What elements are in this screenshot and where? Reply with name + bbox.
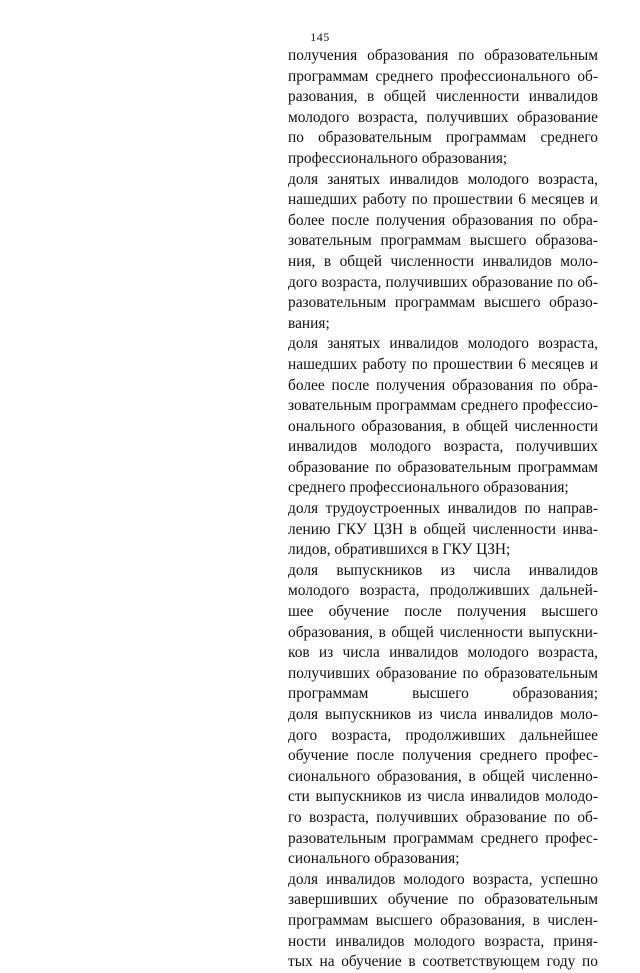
text-line: более после получения образования по обра-	[288, 211, 598, 229]
text-line: онального образования, в общей численности	[288, 417, 598, 435]
text-line: зовательным программам высшего образова-	[288, 232, 598, 250]
text-line: лению ГКУ ЦЗН в общей численности инва-	[288, 520, 598, 538]
text-line: сионального образования;	[288, 850, 460, 868]
text-line: получения образования по образовательным	[288, 47, 598, 64]
text-line: разования, в общей численности инвалидов	[288, 88, 598, 106]
text-line: доля выпускников из числа инвалидов моло-	[288, 706, 598, 723]
text-line: го возраста, получивших образование по об-	[288, 808, 598, 826]
text-line: более после получения образования по обра-	[288, 376, 598, 394]
text-line: разовательным программам высшего образо-	[288, 294, 598, 312]
text-line: программам высшего образования, в числен-	[288, 911, 598, 929]
text-line: дого возраста, продолживших дальнейшее	[288, 726, 598, 744]
text-line: вания;	[288, 314, 330, 332]
text-line: образование по образовательным программам	[288, 458, 598, 476]
document-body	[288, 46, 598, 973]
text-line: сионального образования, в общей численно-	[288, 767, 598, 785]
text-line: молодого возраста, получивших образование	[288, 108, 598, 126]
text-line: лидов, обратившихся в ГКУ ЦЗН;	[288, 541, 511, 559]
text-line: ков из числа инвалидов молодого возраста,	[288, 644, 598, 662]
text-line: по образовательным программам среднего	[288, 129, 598, 147]
text-line: молодого возраста, продолживших дальней-	[288, 582, 598, 600]
text-line: программам среднего профессионального об-	[288, 67, 598, 85]
text-line: ния, в общей численности инвалидов моло-	[288, 252, 598, 270]
text-line: нашедших работу по прошествии 6 месяцев и	[288, 355, 598, 373]
page-number: 145	[310, 30, 330, 44]
text-line: ности инвалидов молодого возраста, приня-	[288, 932, 598, 950]
text-line: зовательным программам среднего профессио-	[288, 397, 598, 415]
text-line: доля выпускников из числа инвалидов	[288, 561, 598, 579]
text-line: сти выпускников из числа инвалидов молодо-	[288, 788, 598, 806]
text-line: среднего профессионального образования;	[288, 479, 569, 497]
text-line: профессионального образования;	[288, 149, 508, 167]
text-line: завершивших обучение по образовательным	[288, 891, 598, 909]
text-line: разовательным программам среднего профес-	[288, 829, 598, 847]
text-line: обучение после получения среднего профес-	[288, 747, 598, 765]
text-line: получивших образование по образовательным	[288, 664, 598, 682]
text-line: инвалидов молодого возраста, получивших	[288, 438, 598, 456]
text-line: образования, в общей численности выпускни-	[288, 623, 598, 641]
text-line: тых на обучение в соответствующем году по	[288, 953, 598, 971]
text-line: программам высшего образования;	[288, 685, 598, 703]
text-line: доля инвалидов молодого возраста, успешно	[288, 870, 598, 888]
text-line: доля занятых инвалидов молодого возраста,	[288, 335, 598, 353]
text-line: шее обучение после получения высшего	[288, 603, 598, 621]
text-line: дого возраста, получивших образование по об-	[288, 273, 598, 291]
text-line: нашедших работу по прошествии 6 месяцев и	[288, 191, 598, 209]
text-line: доля трудоустроенных инвалидов по направ-	[288, 500, 598, 518]
text-line: доля занятых инвалидов молодого возраста,	[288, 170, 598, 188]
